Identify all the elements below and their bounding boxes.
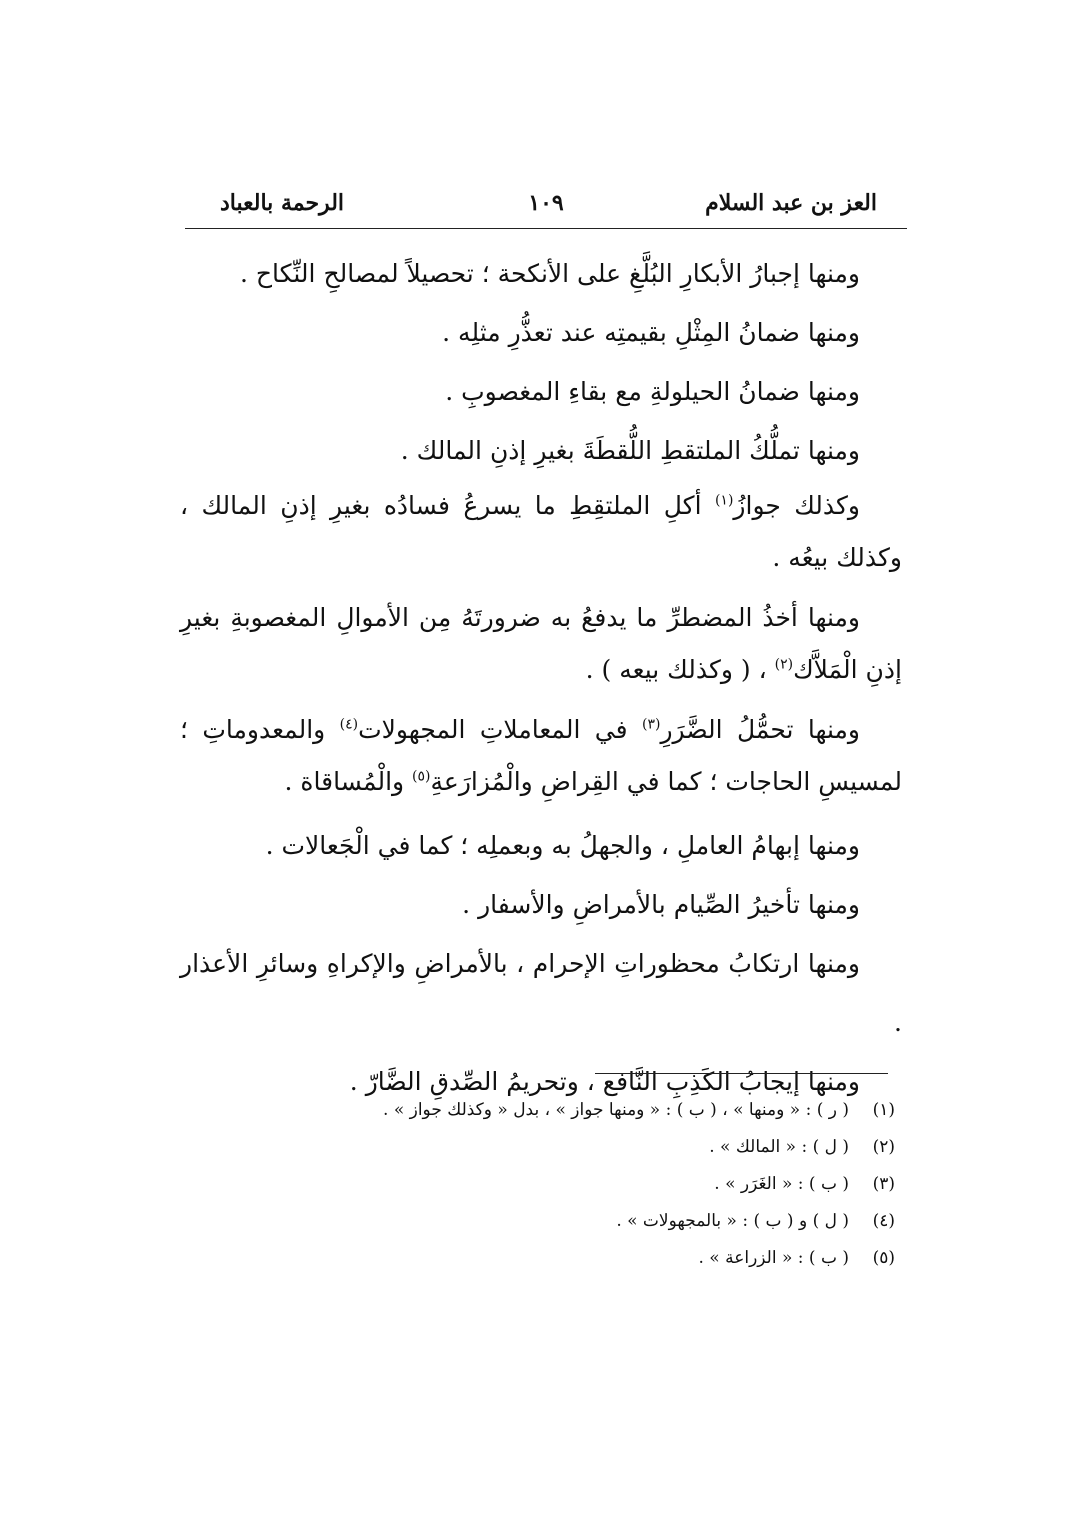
footnote-5: [190, 1240, 895, 1277]
paragraph-6-text: ومنها أخذُ المضطرِّ ما يدفعُ به ضرورتَهُ مِن الأموالِ المغصوبةِ بغيرِ إذنِ الْمَلاَّك: [180, 603, 902, 684]
paragraph-9: ومنها تأخيرُ الصِّيام بالأمراضِ والأسفار .: [462, 890, 860, 919]
footnote-ref-1: (١): [714, 492, 734, 509]
paragraph-2: ومنها ضمانُ المِثْلِ بقيمتِه عند تعذُّرِ مثلِه .: [442, 318, 860, 347]
footnote-text: ( ل ) و ( ب ) : « بالمجهولات » .: [616, 1211, 849, 1231]
footnote-ref-4: (٤): [339, 716, 359, 733]
footnote-text: ( ل ) : « المالك » .: [709, 1137, 849, 1157]
footnote-3: [190, 1166, 895, 1203]
footnote-1: [190, 1092, 895, 1129]
footnote-2: [190, 1129, 895, 1166]
footnote-4: [190, 1203, 895, 1240]
footnote-ref-5: (٥): [412, 768, 431, 785]
paragraph-4: ومنها تملُّكُ الملتقطِ اللُّقطَةَ بغيرِ إذنِ المالك .: [400, 436, 860, 465]
footnote-number: (٥): [872, 1248, 895, 1268]
footnote-ref-3: (٣): [641, 716, 661, 733]
paragraph-5: [180, 480, 902, 584]
paragraph-7-text: ومنها تحمُّلُ الضَّرَرِ: [660, 715, 860, 744]
paragraph-5-text-cont: أكلِ الملتقِطِ ما يسرعُ فسادُه بغيرِ إذنِ المالك ، وكذلك بيعُه .: [180, 491, 902, 572]
paragraph-3: ومنها ضمانُ الحيلولةِ مع بقاءِ المغصوبِ .: [445, 377, 860, 406]
footnote-text: ( ب ) : « الغَرَر » .: [714, 1174, 849, 1194]
running-header: [185, 190, 907, 224]
paragraph-1: ومنها إجبارُ الأبكارِ البُلَّغِ على الأنكحة ؛ تحصيلاً لمصالحِ النِّكاح .: [239, 259, 860, 288]
paragraph-11: ومنها إيجابُ الكَذِبِ النَّافع ، وتحريمُ الصِّدقِ الضَّارّ .: [349, 1067, 860, 1096]
paragraph-7-text-mid: في المعاملاتِ المجهولات: [358, 715, 642, 744]
paragraph-7: [180, 704, 902, 808]
header-rule: [185, 228, 907, 229]
paragraph-10: ومنها ارتكابُ محظوراتِ الإحرام ، بالأمراضِ والإكراهِ وسائرِ الأعذار .: [180, 949, 902, 1037]
paragraph-6: [180, 592, 902, 696]
paragraph-7-text-mid2: والمعدوماتِ ؛ لمسيسِ الحاجات ؛ كما في القِراضِ والْمُزارَعةِ: [180, 715, 902, 796]
footnote-text: ( ب ) : « الزراعة » .: [698, 1248, 849, 1268]
header-author: العز بن عبد السلام: [705, 190, 877, 216]
page-number: ١٠٩: [528, 190, 564, 216]
paragraph-5-text: وكذلك جوازُ: [733, 491, 861, 520]
footnote-rule: [595, 1073, 888, 1074]
footnotes: [190, 1092, 895, 1277]
footnote-number: (٣): [872, 1174, 895, 1194]
paragraph-7-text-end: والْمُساقاة .: [284, 767, 413, 796]
footnote-number: (١): [872, 1100, 895, 1120]
footnote-number: (٤): [872, 1211, 895, 1231]
footnote-text: ( ر ) : « ومنها » ، ( ب ) : « ومنها جواز » ، بدل « وكذلك جواز » .: [383, 1100, 849, 1120]
footnote-ref-2: (٢): [774, 656, 794, 673]
paragraph-6-text-cont: ، ( وكذلك بيعه ) .: [585, 655, 775, 684]
footnote-number: (٢): [872, 1137, 895, 1157]
main-text: [180, 244, 902, 1111]
header-section-title: الرحمة بالعباد: [220, 190, 345, 216]
paragraph-8: ومنها إبهامُ العاملِ ، والجهلُ به وبعملِه ؛ كما في الْجَعالات .: [265, 831, 860, 860]
